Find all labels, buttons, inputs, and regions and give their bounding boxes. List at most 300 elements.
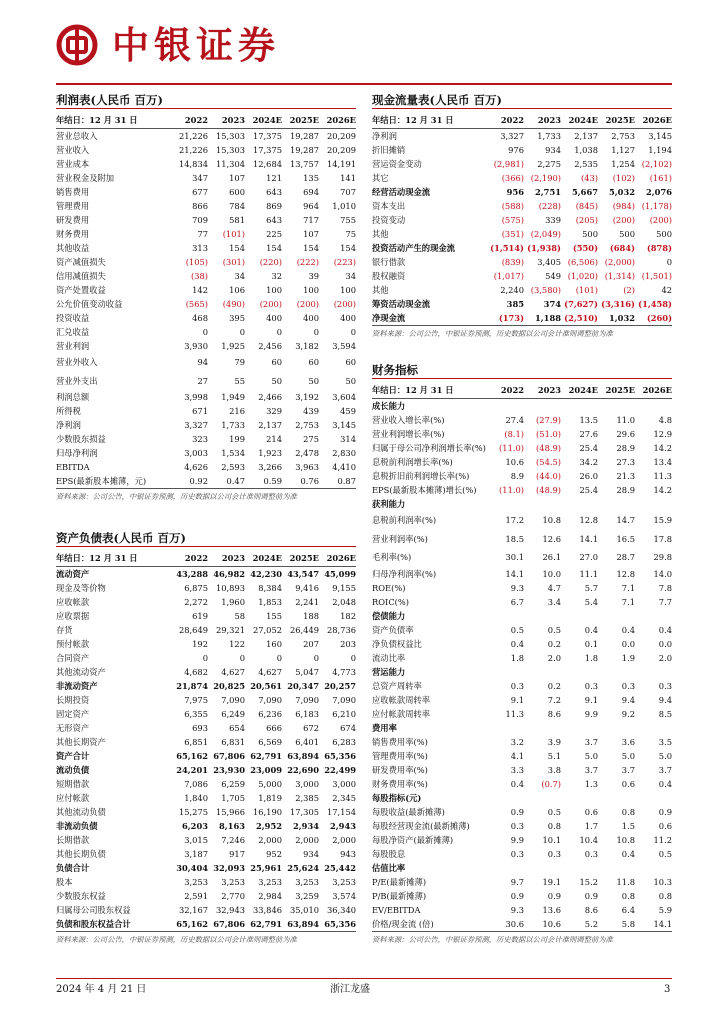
table-cell: 6,831 [221, 737, 245, 747]
table-cell: 0 [202, 327, 208, 337]
table-cell: 0.3 [510, 680, 524, 691]
table-cell: 3.3 [510, 764, 524, 775]
table-row [372, 581, 672, 595]
table-cell: 1,733 [221, 420, 245, 430]
table-cell: 94 [197, 357, 208, 367]
table-cell: 11.8 [616, 876, 635, 887]
table-cell: 549 [545, 271, 561, 281]
row-label: 公允价值变动收益 [56, 299, 123, 309]
table-cell: 1,188 [535, 313, 561, 323]
year-header: 2025E [289, 115, 319, 125]
table-cell: (1,314) [604, 271, 635, 281]
table-cell: 154 [340, 243, 356, 253]
row-label: 净利润 [372, 131, 397, 141]
table-cell: 2,275 [537, 159, 561, 169]
row-label: 营业利润增长率(%) [372, 429, 445, 439]
row-label: 每股股息 [372, 848, 406, 859]
table-row [56, 889, 356, 903]
table-cell: 21.3 [616, 471, 635, 481]
table-cell: 1,925 [221, 341, 245, 351]
table-cell: 27.6 [579, 429, 598, 439]
row-label: 每股指标(元) [372, 792, 422, 803]
table-cell: 2.0 [547, 652, 561, 663]
table-cell: 65,356 [324, 751, 356, 761]
table-row [56, 390, 356, 404]
table-cell: 693 [192, 723, 208, 733]
table-cell: 3,253 [258, 877, 282, 887]
year-header: 2026E [642, 385, 672, 395]
row-label: 短期借款 [56, 779, 90, 789]
table-cell: 135 [303, 173, 319, 183]
table-cell: 0.9 [547, 890, 561, 901]
table-cell: 3,998 [184, 392, 208, 402]
table-row [56, 665, 356, 679]
table-cell: 0.4 [621, 848, 635, 859]
row-label: 汇兑收益 [56, 327, 90, 337]
table-row [56, 833, 356, 847]
table-row [372, 129, 672, 143]
table-cell: 3.4 [547, 596, 561, 607]
row-label: 营业收入增长率(%) [372, 415, 445, 425]
table-cell: 6,283 [332, 737, 356, 747]
table-row [56, 763, 356, 777]
table-cell: 1,819 [258, 793, 282, 803]
table-cell: 10.8 [542, 515, 561, 525]
table-cell: 20,347 [287, 681, 319, 691]
table-cell: 75 [345, 229, 356, 239]
table-cell: 2,535 [574, 159, 598, 169]
section-heading-row [372, 721, 672, 735]
table-row [56, 255, 356, 269]
row-label: 资产合计 [56, 751, 90, 761]
table-cell: (0.7) [541, 778, 561, 789]
table-cell: 35,010 [289, 905, 319, 915]
table-row [372, 777, 672, 791]
table-cell: 3,327 [500, 131, 524, 141]
table-cell: 4,627 [258, 667, 282, 677]
table-row [372, 875, 672, 889]
table-row [56, 418, 356, 432]
table-cell: 2,478 [295, 448, 319, 458]
table-row [56, 311, 356, 325]
table-cell: 20,209 [326, 131, 356, 141]
table-cell: (200) [296, 299, 319, 309]
table-cell: 11.3 [653, 471, 672, 481]
table-cell: (38) [190, 271, 208, 281]
table-cell: (260) [646, 313, 672, 323]
table-cell: 0.92 [189, 476, 208, 486]
row-label: 银行借款 [372, 257, 406, 267]
table-row [372, 819, 672, 833]
table-row [372, 469, 672, 483]
table-cell: 28.9 [616, 443, 635, 453]
table-cell: 182 [340, 611, 356, 621]
table-cell: (878) [646, 243, 672, 253]
table-cell: 4.7 [547, 582, 561, 593]
table-cell: (565) [185, 299, 208, 309]
table-cell: 2,593 [221, 462, 245, 472]
table-cell: 0.4 [658, 624, 672, 635]
table-cell: 12.9 [653, 429, 672, 439]
row-label: 息税前利润率(%) [372, 515, 437, 525]
table-cell: 26.1 [542, 552, 561, 562]
table-row [372, 637, 672, 651]
table-row [56, 749, 356, 763]
table-cell: 122 [229, 639, 245, 649]
row-label: EBITDA [56, 462, 90, 472]
table-cell: 8.5 [658, 708, 672, 719]
table-row [372, 455, 672, 469]
table-cell: 3,253 [332, 877, 356, 887]
table-row [56, 404, 356, 418]
year-header: 2022 [184, 553, 208, 563]
table-cell: 21,226 [178, 145, 208, 155]
row-label: EPS(最新股本摊薄，元) [56, 476, 147, 486]
table-cell: 6,569 [258, 737, 282, 747]
footer-divider [56, 978, 672, 979]
table-row [372, 623, 672, 637]
table-row [372, 227, 672, 241]
table-cell: 666 [266, 723, 282, 733]
table-row [372, 511, 672, 530]
table-cell: 34 [345, 271, 356, 281]
table-cell: 2,272 [184, 597, 208, 607]
table-cell: 65,162 [176, 751, 208, 761]
row-label: 财务费用率(%) [372, 778, 428, 789]
year-header: 2023 [221, 115, 245, 125]
table-cell: 2,751 [535, 187, 561, 197]
table-cell: 6.4 [621, 904, 635, 915]
table-cell: 100 [303, 285, 319, 295]
table-row [56, 372, 356, 391]
table-cell: (1,020) [567, 271, 598, 281]
table-cell: 50 [345, 375, 356, 386]
row-label: 现金及等价物 [56, 583, 106, 593]
row-label: 少数股东权益 [56, 891, 106, 901]
report-date: 2024 年 4 月 21 日 [56, 984, 147, 995]
table-cell: (48.9) [536, 443, 561, 453]
source-note: 资料来源：公司公告，中银证券预测，历史数据以公司会计准则调整前为准 [56, 492, 297, 501]
row-label: 净利润 [56, 420, 81, 430]
table-row [372, 567, 672, 581]
table-cell: 5.1 [547, 750, 561, 761]
table-cell: 154 [303, 243, 319, 253]
table-cell: 12.8 [579, 515, 598, 525]
table-cell: 10.1 [542, 834, 561, 845]
table-row [56, 847, 356, 861]
report-header [56, 20, 672, 75]
table-cell: 5,047 [295, 667, 319, 677]
table-row [372, 651, 672, 665]
table-cell: 3.5 [658, 736, 672, 747]
table-cell: 14,834 [178, 159, 208, 169]
table-row [372, 749, 672, 763]
table-cell: 26.0 [579, 471, 598, 481]
row-label: 股本 [56, 877, 73, 887]
table-cell: 3,145 [332, 420, 356, 430]
table-cell: 8.6 [547, 708, 561, 719]
table-cell: 0.9 [584, 890, 598, 901]
table-cell: 107 [229, 173, 245, 183]
table-cell: 0.9 [658, 806, 672, 817]
year-header: 2023 [221, 553, 245, 563]
table-cell: 13.6 [542, 904, 561, 915]
table-cell: 225 [266, 229, 282, 239]
table-cell: 20,825 [213, 681, 245, 691]
table-cell: 643 [266, 187, 282, 197]
table-cell: 7,090 [258, 695, 282, 705]
table-cell: 677 [192, 187, 208, 197]
table-cell: 4.8 [658, 415, 672, 425]
table-cell: 1,194 [648, 145, 672, 155]
table-cell: 0.3 [510, 820, 524, 831]
table-row [56, 325, 356, 339]
year-header: 2022 [184, 115, 208, 125]
row-label: EPS(最新股本摊薄)增长(%) [372, 485, 477, 495]
table-cell: (101) [575, 285, 598, 295]
year-header: 2023 [537, 385, 561, 395]
table-cell: 917 [229, 849, 245, 859]
table-cell: 15.9 [653, 515, 672, 525]
table-row [372, 297, 672, 311]
table-row [56, 623, 356, 637]
table-cell: 2,345 [332, 793, 356, 803]
table-cell: 15,303 [215, 131, 245, 141]
table-cell: 6,183 [295, 709, 319, 719]
table-cell: 79 [234, 357, 245, 367]
table-cell: 4,626 [184, 462, 208, 472]
table-cell: 0.6 [584, 806, 598, 817]
row-label: 信用减值损失 [56, 271, 106, 281]
table-cell: (588) [501, 201, 524, 211]
table-cell: 6,236 [258, 709, 282, 719]
row-label: 负债合计 [56, 863, 90, 873]
row-label: 投资收益 [56, 313, 90, 323]
table-cell: 32,093 [213, 863, 245, 873]
table-cell: 7.2 [547, 694, 561, 705]
table-cell: 11.3 [505, 708, 524, 719]
row-label: 其他流动资产 [56, 667, 106, 677]
table-cell: 106 [229, 285, 245, 295]
table-cell: 0.5 [510, 624, 524, 635]
table-cell: (102) [612, 173, 635, 183]
table-cell: 5,667 [572, 187, 598, 197]
table-cell: 6,259 [221, 779, 245, 789]
table-row [372, 679, 672, 693]
table-cell: 0.2 [547, 680, 561, 691]
table-row [56, 651, 356, 665]
table-cell: 934 [303, 849, 319, 859]
table-cell: 5,000 [258, 779, 282, 789]
table-row [372, 735, 672, 749]
table-cell: 654 [229, 723, 245, 733]
table-cell: 19,287 [289, 145, 319, 155]
row-label: ROIC(%) [372, 596, 410, 607]
table-cell: 192 [192, 639, 208, 649]
table-cell: 21,874 [176, 681, 208, 691]
year-header: 2025E [605, 115, 635, 125]
table-cell: 14.7 [616, 515, 635, 525]
table-cell: 19.1 [542, 876, 561, 887]
table-cell: 3.2 [510, 736, 524, 747]
table-row [372, 241, 672, 255]
table-row [372, 889, 672, 903]
table-cell: 1,010 [332, 201, 356, 211]
table-cell: (200) [333, 299, 356, 309]
table-cell: 347 [192, 173, 208, 183]
table-cell: 32 [271, 271, 282, 281]
row-label: 获利能力 [372, 499, 406, 509]
table-cell: 0 [276, 327, 282, 337]
row-label: 应收帐款周转率 [372, 694, 431, 705]
table-cell: 2,137 [574, 131, 598, 141]
row-label: 投资变动 [372, 215, 406, 225]
table-cell: (11.0) [499, 485, 524, 495]
row-label: 归母净利润 [56, 448, 98, 458]
row-label: 固定资产 [56, 709, 90, 719]
table-cell: 28,736 [326, 625, 356, 635]
row-label: 折旧摊销 [372, 145, 406, 155]
table-cell: 8,384 [258, 583, 282, 593]
table-cell: (101) [222, 229, 245, 239]
year-header: 2025E [605, 385, 635, 395]
table-cell: 869 [266, 201, 282, 211]
table-cell: 2,137 [258, 420, 282, 430]
row-label: 营业外收入 [56, 357, 98, 367]
table-cell: 3,003 [184, 448, 208, 458]
table-cell: 0 [350, 653, 356, 663]
table-cell: 1,534 [221, 448, 245, 458]
table-cell: 188 [303, 611, 319, 621]
row-label: 息税前利润增长率(%) [372, 457, 453, 467]
source-note: 资料来源：公司公告，中银证券预测，历史数据以公司会计准则调整前为准 [372, 934, 613, 944]
table-cell: 2,753 [295, 420, 319, 430]
table-row [56, 875, 356, 889]
table-cell: 2,240 [500, 285, 524, 295]
table-cell: (1,017) [493, 271, 524, 281]
header-row [56, 551, 356, 567]
table-cell: (200) [259, 299, 282, 309]
panel-title: 财务指标 [372, 360, 672, 379]
table-cell: 866 [192, 201, 208, 211]
row-label: 归属于母公司净利润增长率(%) [372, 443, 486, 453]
row-label: 合同资产 [56, 653, 90, 663]
table-cell: 3.8 [547, 764, 561, 775]
table-cell: 0.76 [300, 476, 319, 486]
year-end-label: 年结日：12 月 31 日 [372, 115, 454, 125]
panel-title: 现金流量表(人民币 百万) [372, 90, 672, 109]
table-cell: (550) [572, 243, 598, 253]
table-row [56, 143, 356, 157]
table-cell: 8.6 [584, 904, 598, 915]
table-row [372, 143, 672, 157]
table-cell: 952 [266, 849, 282, 859]
row-label: 其他 [372, 285, 389, 295]
table-cell: 14.1 [653, 918, 672, 929]
table-cell: 25.4 [579, 443, 598, 453]
row-label: 管理费用率(%) [372, 750, 428, 761]
table-cell: 6,875 [184, 583, 208, 593]
table-cell: 11.0 [616, 415, 635, 425]
table-row [372, 311, 672, 326]
table-cell: 0.8 [547, 820, 561, 831]
table-cell: 55 [234, 375, 245, 386]
table-row [56, 199, 356, 213]
table-cell: 339 [545, 215, 561, 225]
table-cell: 1,840 [184, 793, 208, 803]
table-row [372, 171, 672, 185]
year-end-label: 年结日：12 月 31 日 [372, 385, 454, 395]
table-cell: 141 [340, 173, 356, 183]
table-cell: 22,499 [324, 765, 356, 775]
row-label: 股权融资 [372, 271, 406, 281]
table-cell: (105) [185, 257, 208, 267]
table-cell: 29.8 [653, 552, 672, 562]
table-cell: 18.5 [505, 533, 524, 544]
table-cell: (48.9) [536, 485, 561, 495]
table-cell: 0.4 [584, 624, 598, 635]
table-cell: 0 [313, 653, 319, 663]
table-cell: 4,410 [332, 462, 356, 472]
table-cell: 0.47 [226, 476, 245, 486]
row-label: 研发费用率(%) [372, 764, 428, 775]
row-label: 长期投资 [56, 695, 90, 705]
table-cell: 0.59 [263, 476, 282, 486]
row-label: 管理费用 [56, 201, 90, 211]
table-cell: 5.4 [584, 596, 598, 607]
table-cell: 0.0 [621, 638, 635, 649]
table-cell: 0.1 [584, 638, 598, 649]
table-cell: 13,757 [289, 159, 319, 169]
table-cell: 17.2 [505, 515, 524, 525]
table-cell: 160 [266, 639, 282, 649]
table-cell: 14.2 [653, 485, 672, 495]
table-row [56, 735, 356, 749]
table-cell: 7,246 [221, 835, 245, 845]
table-cell: 28.9 [616, 485, 635, 495]
year-header: 2023 [537, 115, 561, 125]
table-cell: 23,009 [250, 765, 282, 775]
table-cell: 6,210 [332, 709, 356, 719]
table-cell: 10,893 [215, 583, 245, 593]
table-cell: 7.7 [658, 596, 672, 607]
row-label: 营业利润 [56, 341, 90, 351]
table-row [372, 693, 672, 707]
table-cell: 643 [266, 215, 282, 225]
row-label: 非流动负债 [56, 821, 98, 831]
table-cell: (2,190) [530, 173, 561, 183]
table-cell: 12.6 [542, 533, 561, 544]
table-cell: 0 [239, 327, 245, 337]
table-cell: 6,401 [295, 737, 319, 747]
header-row [56, 113, 356, 129]
table-cell: 14.0 [653, 568, 672, 579]
table-cell: 5.8 [621, 918, 635, 929]
table-cell: (2,510) [564, 313, 598, 323]
table-cell: 17,154 [326, 807, 356, 817]
table-cell: 17,305 [289, 807, 319, 817]
table-row [56, 777, 356, 791]
table-cell: 755 [340, 215, 356, 225]
row-label: 资产处置收益 [56, 285, 106, 295]
table-cell: 3,182 [295, 341, 319, 351]
row-label: 长期借款 [56, 835, 90, 845]
table-cell: 1,853 [258, 597, 282, 607]
table-cell: 155 [266, 611, 282, 621]
table-row [372, 157, 672, 171]
table-cell: 7,090 [332, 695, 356, 705]
table-cell: 154 [266, 243, 282, 253]
